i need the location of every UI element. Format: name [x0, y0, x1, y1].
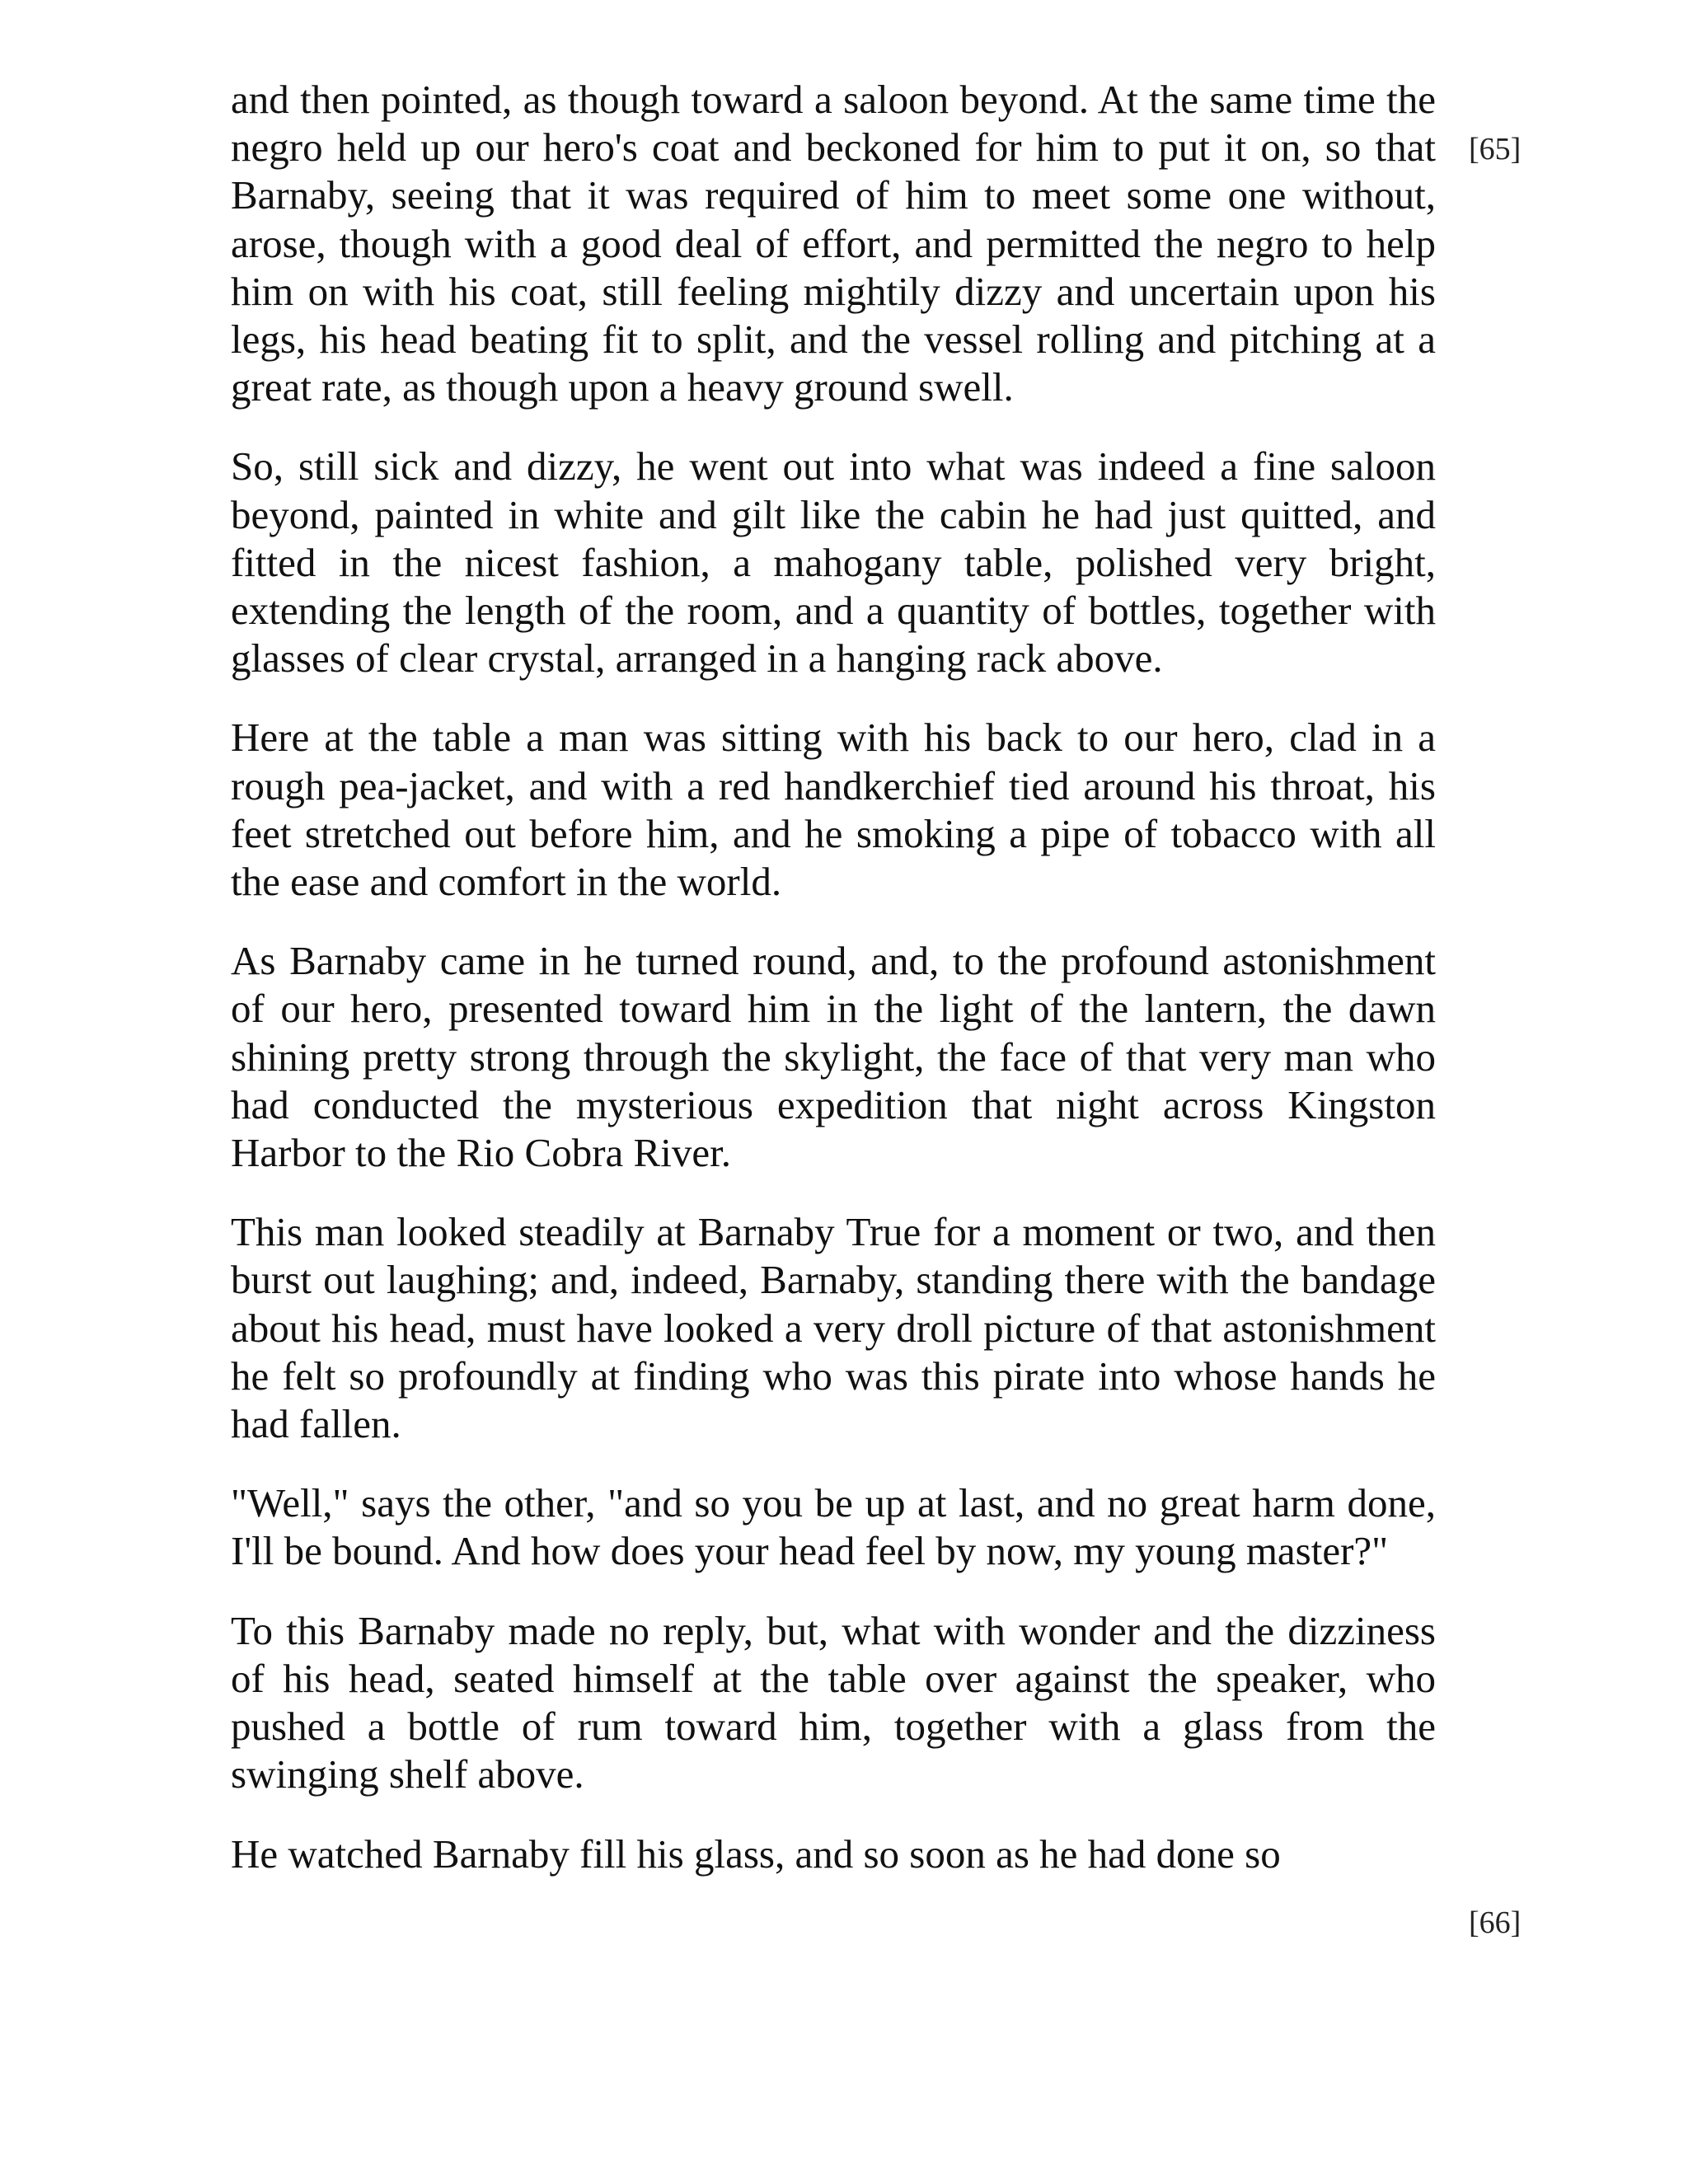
paragraph-2: So, still sick and dizzy, he went out into what was indeed a fine saloon beyond, painted in white and gilt like the cabin he had just quitted, and fitted in the nicest fashion, a mahogany table, polished very bright, extending the length of the room, and a quantity of bottles, together with glasses of clear crystal, arranged in a hanging rack above. [231, 443, 1436, 682]
paragraph-5: This man looked steadily at Barnaby True for a moment or two, and then burst out laughing; and, indeed, Barnaby, standing there with the bandage about his head, must have looked a very droll picture of that astonishment he felt so profoundly at finding who was this pirate into whose hands he had fallen. [231, 1209, 1436, 1447]
paragraph-1: and then pointed, as though toward a saloon beyond. At the same time the negro held up our hero's coat and beckoned for him to put it on, so that Barnaby, seeing that it was required of him to meet some one without, arose, though with a good deal of effort, and permitted the negro to help him on with his coat, still feeling mightily dizzy and uncertain upon his legs, his head beating fit to split, and the vessel rolling and pitching at a great rate, as though upon a heavy ground swell. [231, 77, 1436, 410]
page-number-66: [66] [1469, 1905, 1522, 1940]
page-number-65: [65] [1469, 132, 1522, 166]
paragraph-8: He watched Barnaby fill his glass, and so soon as he had done so [231, 1830, 1281, 1877]
paragraph-7: To this Barnaby made no reply, but, what with wonder and the dizziness of his head, seated himself at the table over against the speaker, who pushed a bottle of rum toward him, together with a glass from the swinging shelf above. [231, 1607, 1436, 1797]
paragraph-3: Here at the table a man was sitting with his back to our hero, clad in a rough pea-jacket, and with a red handkerchief tied around his throat, his feet stretched out before him, and he smoking a pipe of tobacco with all the ease and comfort in the world. [231, 715, 1436, 905]
text-column [231, 76, 1436, 1910]
paragraph-6: "Well," says the other, "and so you be up at last, and no great harm done, I'll be bound. And how does your head feel by now, my young master?" [231, 1480, 1436, 1574]
paragraph-4: As Barnaby came in he turned round, and, to the profound astonishment of our hero, presented toward him in the light of the lantern, the dawn shining pretty strong through the skylight, the face of that very man who had conducted the mysterious expedition that night across Kingston Harbor to the Rio Cobra River. [231, 938, 1436, 1176]
